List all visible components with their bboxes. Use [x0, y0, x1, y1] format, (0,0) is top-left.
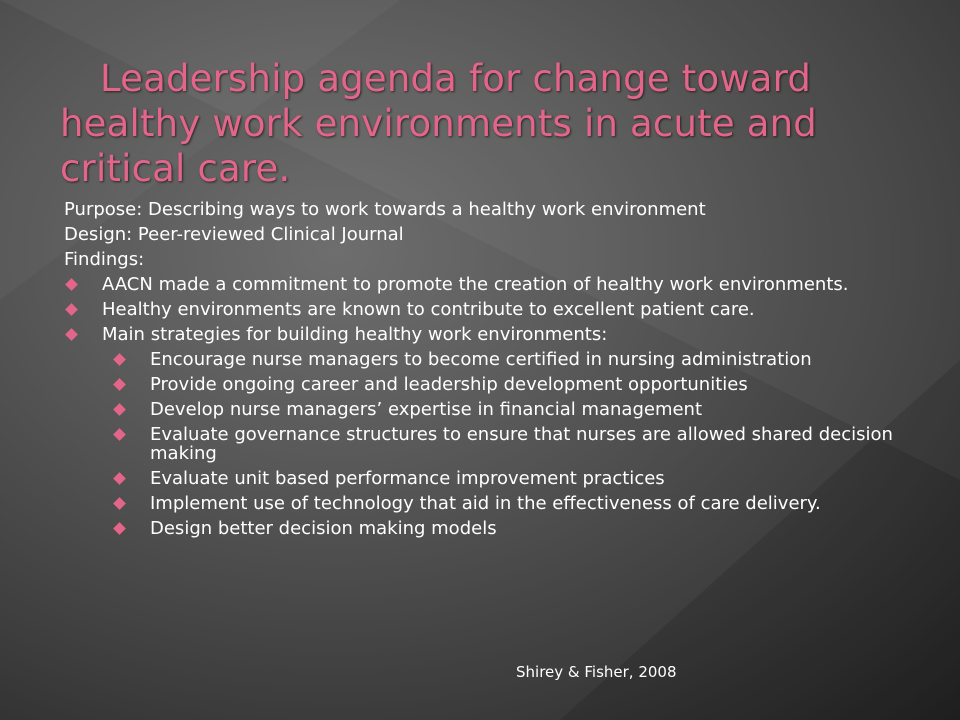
strategy-text: Implement use of technology that aid in the effectiveness of care delivery.	[150, 493, 821, 514]
strategy-item	[64, 350, 924, 369]
diamond-bullet-icon	[65, 278, 78, 291]
diamond-bullet-icon	[113, 472, 126, 485]
strategy-item	[64, 469, 924, 488]
strategy-item	[64, 425, 924, 463]
strategy-text: Provide ongoing career and leadership development opportunities	[150, 374, 748, 395]
slide-body	[64, 200, 924, 544]
title-line: critical care.	[60, 147, 291, 190]
strategy-text: Evaluate governance structures to ensure that nurses are allowed shared decision making	[150, 424, 893, 464]
design-text: Design: Peer-reviewed Clinical Journal	[64, 224, 404, 245]
diamond-bullet-icon	[113, 403, 126, 416]
strategy-text: Evaluate unit based performance improvement practices	[150, 468, 665, 489]
strategy-item	[64, 400, 924, 419]
finding-text: AACN made a commitment to promote the creation of healthy work environments.	[102, 274, 849, 295]
diamond-bullet-icon	[113, 497, 126, 510]
purpose-text: Purpose: Describing ways to work towards a healthy work environment	[64, 199, 706, 220]
strategy-item	[64, 494, 924, 513]
citation: Shirey & Fisher, 2008	[516, 663, 677, 681]
diamond-bullet-icon	[113, 522, 126, 535]
strategy-text: Encourage nurse managers to become certified in nursing administration	[150, 349, 812, 370]
strategy-text: Design better decision making models	[150, 518, 497, 539]
finding-text: Main strategies for building healthy work environments:	[102, 324, 608, 345]
strategy-item	[64, 519, 924, 538]
strategy-item	[64, 375, 924, 394]
diamond-bullet-icon	[113, 428, 126, 441]
finding-item	[64, 325, 924, 344]
strategy-text: Develop nurse managers’ expertise in financial management	[150, 399, 703, 420]
diamond-bullet-icon	[113, 378, 126, 391]
finding-text: Healthy environments are known to contribute to excellent patient care.	[102, 299, 755, 320]
finding-item	[64, 275, 924, 294]
title-line: Leadership agenda for change toward	[100, 57, 812, 100]
title-line: healthy work environments in acute and	[60, 102, 817, 145]
slide-title	[60, 56, 860, 191]
diamond-bullet-icon	[113, 353, 126, 366]
diamond-bullet-icon	[65, 303, 78, 316]
findings-label: Findings:	[64, 249, 145, 270]
finding-item	[64, 300, 924, 319]
diamond-bullet-icon	[65, 328, 78, 341]
